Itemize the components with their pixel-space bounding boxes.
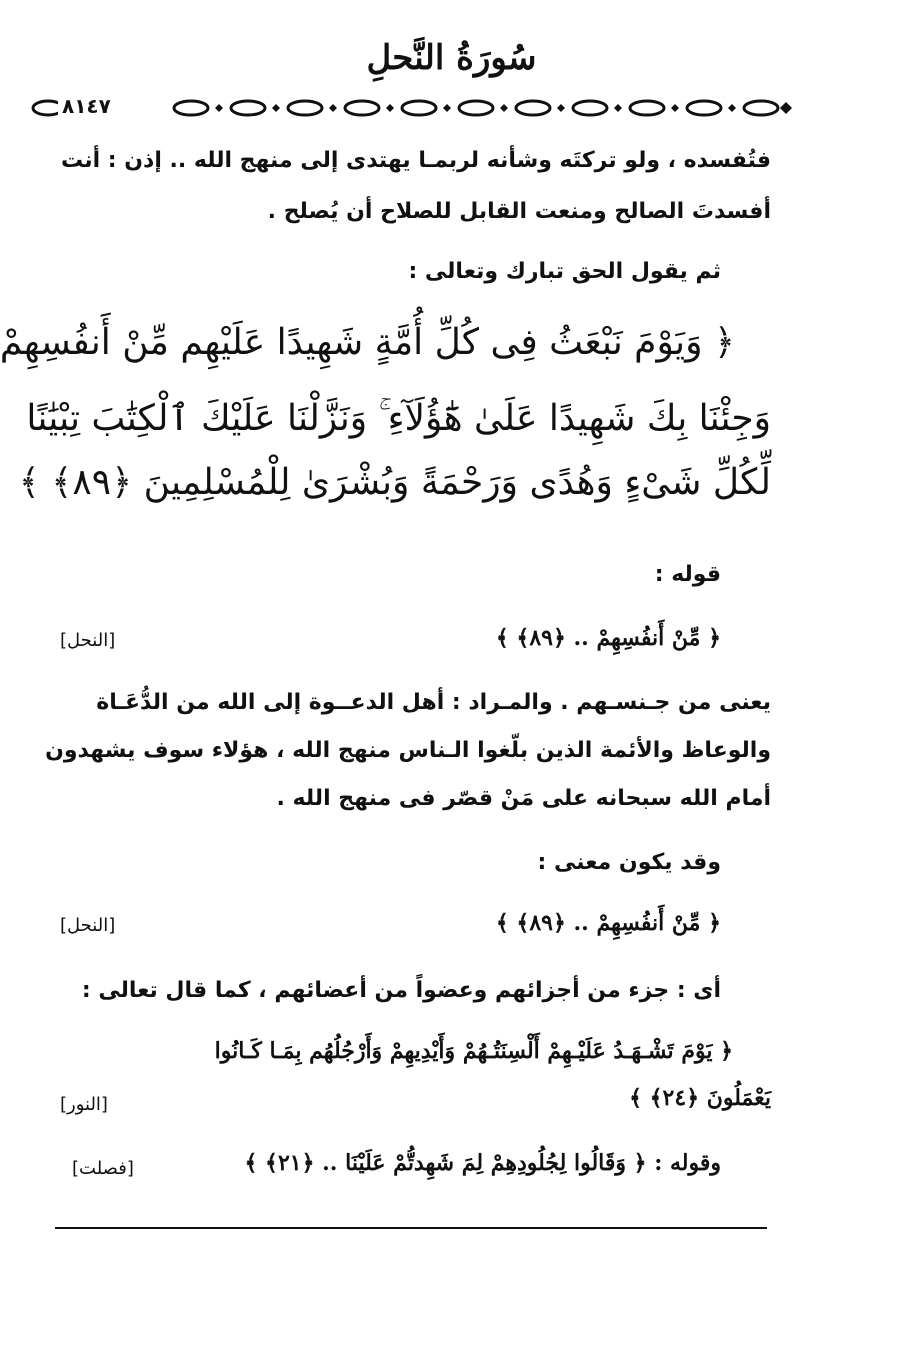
intro-line: ثم يقول الحق تبارك وتعالى : [408,259,721,284]
surah-reference: [النور] [60,1094,108,1115]
surah-title: سُورَةُ النَّحلِ [366,38,537,78]
quran-quote: ﴿ مِّنْ أَنفُسِهِمْ .. ﴿٨٩﴾ ﴾ [495,910,721,936]
paragraph-line: فتُفسده ، ولو تركتَه وشأنه لربمـا يهتدى إلى منهج الله .. إذن : أنت [61,148,771,173]
quran-verse-line: ﴿ وَيَوْمَ نَبْعَثُ فِى كُلِّ أُمَّةٍ شَهِيدًا عَلَيْهِم مِّنْ أَنفُسِهِمْ [0,322,735,363]
ornamental-chain-divider [28,96,798,120]
surah-reference: [النحل] [60,915,116,936]
qawluhu-label: قوله : [654,562,721,587]
paragraph-line: يعنى من جـنسـهم . والمـراد : أهل الدعــوة إلى الله من الدُّعَـاة [96,690,771,715]
quran-quote: وقوله : ﴿ وَقَالُوا لِجُلُودِهِمْ لِمَ شَهِدتُّمْ عَلَيْنَا .. ﴿٢١﴾ ﴾ [244,1150,721,1176]
quran-verse-line: وَجِئْنَا بِكَ شَهِيدًا عَلَىٰ هَٰٓؤُلَآءِ ۚ وَنَزَّلْنَا عَلَيْكَ ٱلْكِتَٰبَ تِبْيَٰنًا [26,398,771,439]
quran-quote: يَعْمَلُونَ ﴿٢٤﴾ ﴾ [629,1085,771,1111]
quran-quote: ﴿ يَوْمَ تَشْـهَـدُ عَلَيْـهِمْ أَلْسِنَتُـهُمْ وَأَيْدِيهِمْ وَأَرْجُلُهُم بِمَـا كَـانُوا [214,1038,733,1064]
surah-reference: [النحل] [60,630,116,651]
paragraph-line: أفسدتَ الصالح ومنعت القابل للصلاح أن يُصلح . [267,199,771,224]
paragraph-line: والوعاظ والأئمة الذين بلّغوا الـناس منهج الله ، هؤلاء سوف يشهدون [45,738,771,763]
quran-quote: ﴿ مِّنْ أَنفُسِهِمْ .. ﴿٨٩﴾ ﴾ [495,625,721,651]
paragraph-line: أى : جزء من أجزائهم وعضواً من أعضائهم ، كما قال تعالى : [81,978,721,1003]
page-number: ٨١٤٧ [58,94,115,118]
bottom-rule [55,1227,767,1229]
paragraph-line: أمام الله سبحانه على مَنْ قصّر فى منهج الله . [276,786,771,811]
quran-verse-line: لِّكُلِّ شَىْءٍ وَهُدًى وَرَحْمَةً وَبُشْرَىٰ لِلْمُسْلِمِينَ ﴿٨٩﴾ ﴾ [18,462,771,503]
paragraph-line: وقد يكون معنى : [537,850,721,875]
surah-reference: [فصلت] [72,1158,134,1179]
